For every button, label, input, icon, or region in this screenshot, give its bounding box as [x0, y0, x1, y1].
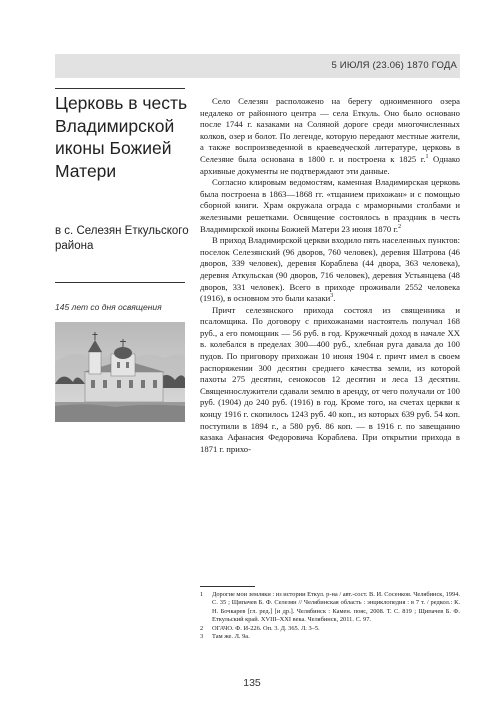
- footnote-ref: 1: [425, 154, 429, 161]
- body-paragraph: В приход Владимирской церкви входило пять населенных пунктов: поселок Селезянский (96 дворов, 760 человек), деревня Шатрова (46 дворов, 339 человек), деревня Кораблева (44 двора, 363 человека), деревня Аткульская (90 дворов, 716 человек), деревня Устьянцева (48 дворов, 331 человек). Всего в приходе проживали 2552 человека (1916), в основном это были казаки$^3$.: [200, 235, 461, 304]
- page-number: 135: [243, 677, 261, 689]
- footnote-number: 2: [200, 624, 204, 632]
- photo-caption: 145 лет со дня освящения: [55, 302, 162, 312]
- footnote-text: ОГАЧО. Ф. И-226. Оп. 3. Д. 365. Л. 3–5.: [212, 624, 320, 632]
- article-subtitle: в с. Селезян Еткульского района: [55, 225, 189, 252]
- header-date: 5 ИЮЛЯ (23.06) 1870 ГОДА: [331, 60, 457, 71]
- body-paragraph: Село Селезян расположено на берегу одноименного озера недалеко от районного центра — села Еткуль. Оно было основано после 1744 г. казаками на Соляной дороге среди многочисленных колков, озер и болот. По легенде, которую передают местные жители, а также воспроизведенной в краеведческой литературе, церковь в Селезяне была основана в 1800 г. и построена к 1825 г.$^1$ Однако архивные документы не подтверждают эти данные.: [200, 96, 460, 176]
- title-top-rule: [55, 88, 185, 89]
- footnote: [200, 591, 460, 625]
- article-body: [200, 96, 460, 455]
- footnote: [200, 625, 460, 633]
- footnote-text: Там же. Л. 9а.: [212, 633, 250, 641]
- footnote-rule: [200, 586, 255, 587]
- footnote: [200, 633, 460, 641]
- article-title: Церковь в честь Владимирской иконы Божией Матери: [55, 93, 188, 181]
- footnote-ref: 3: [330, 293, 334, 300]
- footnotes: [200, 591, 460, 641]
- title-bottom-rule: [55, 282, 185, 283]
- footnote-text: Дорогие мои земляки : из истории Еткул. р-на / авт.-сост. В. И. Сосенков. Челябинск, 1994. С. 35 ; Щипачев Б. Ф. Селезян // Челябинская область : энциклопедия : в 7 т. / редкол.: К. Н. Бочкарев [гл. ред.] [и др.]. Челябинск : Камен. пояс, 2008. Т. С. 819 ; Щипачев Б. Ф. Еткульский край. XVIII–XXI века. Челябинск, 2011. С. 97.: [212, 591, 460, 624]
- footnote-number: 1: [200, 591, 204, 598]
- footnote-ref: 2: [398, 223, 402, 230]
- footnote-number: 3: [200, 633, 204, 641]
- body-paragraph: Согласно клировым ведомостям, каменная Владимирская церковь была построена в 1863—1868 гг. «тщанием прихожан» и с помощью сборной книги. Храм окружала ограда с мраморными столбами и железными решетками. Освящение состоялось в праздник в честь Владимирской иконы Божией Матери 23 июня 1870 г.$^2$: [200, 177, 460, 234]
- body-paragraph: Причт селезянского прихода состоял из священника и псаломщика. По договору с прихожанами настоятель получал 168 руб., а его помощник — 56 руб. в год. Кружечный доход в начале XX в. колебался в пределах 300—400 руб., хлебная руга давала до 100 пудов. По приговору прихожан 10 июня 1904 г. причт имел в своем распоряжении 300 десятин среднего качества земли, из которой пахоты 275 десятин, сенокосов 12 десятин и леса 13 десятин. Священнослужители сдавали землю в аренду, от чего получали от 100 руб. (1904) до 240 руб. (1916) в год. Кроме того, на счетах церкви к концу 1916 г. скопилось 1243 руб. 40 коп., из которых 639 руб. 54 коп. поступили в 1894 г., а 580 руб. 86 коп. — в 1916 г. по завещанию казака Афанасия Федоровича Кораблева. При открытии прихода в 1871 г. прихо-: [200, 304, 460, 454]
- church-photo: [55, 322, 185, 422]
